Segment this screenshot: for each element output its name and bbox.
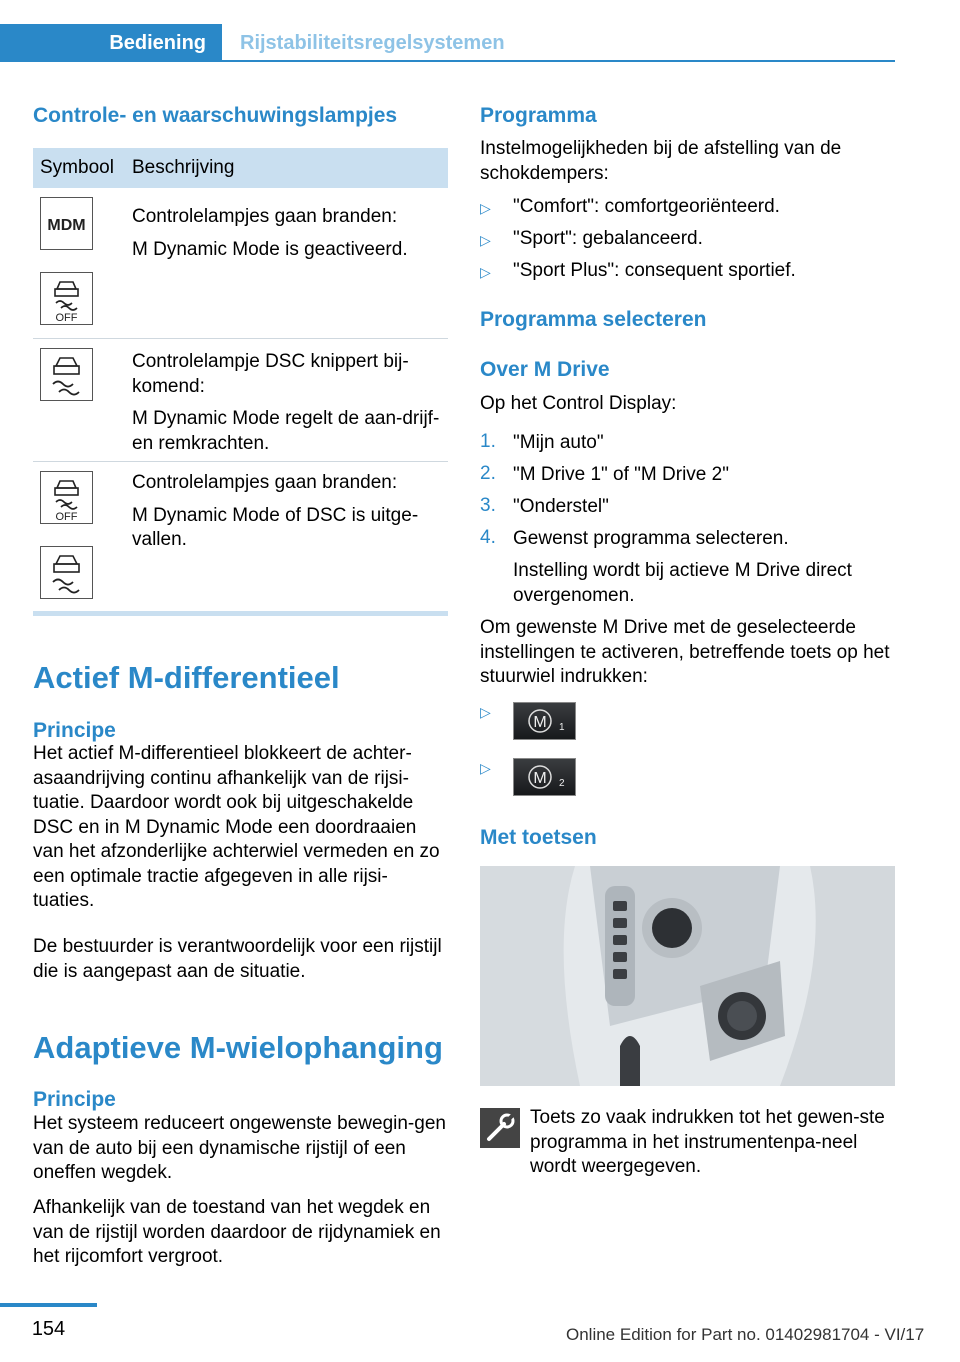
row-3-line-2: M Dynamic Mode of DSC is uitge-vallen. <box>132 504 419 550</box>
table-row-3-description <box>132 471 442 561</box>
row-3-line-1: Controlelampjes gaan branden: <box>132 472 398 493</box>
page-number: 154 <box>31 1318 66 1340</box>
paragraph-amd-1: Het actief M-differentieel blokkeert de achter-asaandrijving continu afhankelijk van de rijsi-tuatie. Daardoor wordt ook bij uitgeschakelde DSC en in M Dynamic Mode een doordraaien van het afzonderlijke achterwiel vermeden en zo een optimale tractie afgegeven in alle rijsi-tuaties. <box>33 743 440 911</box>
list-item-sport-plus: "Sport Plus": consequent sportief. <box>513 260 796 281</box>
heading-adaptieve-m-wielophanging: Adaptieve M-wielophanging <box>33 1030 443 1065</box>
m-drive-1-label: M <box>533 714 547 731</box>
paragraph-amd-2: De bestuurder is verantwoordelijk voor een rijstijl die is aangepast aan de situatie. <box>33 936 442 982</box>
row-separator <box>33 338 448 339</box>
activate-instructions: Om gewenste M Drive met de geselecteerde instellingen te activeren, betreffende toets op het stuurwiel indrukken: <box>480 617 890 687</box>
table-header-symbol: Symbool <box>40 157 114 178</box>
step-3: "Onderstel" <box>513 496 609 517</box>
mdm-icon <box>40 197 93 250</box>
list-bullet: ▷ <box>480 704 491 720</box>
step-number: 1. <box>480 431 496 452</box>
table-header-description: Beschrijving <box>132 157 235 178</box>
list-bullet: ▷ <box>480 760 491 776</box>
heading-programma-selecteren: Programma selecteren <box>480 308 707 331</box>
header-divider <box>222 60 895 62</box>
list-bullet: ▷ <box>480 200 491 216</box>
step-1: "Mijn auto" <box>513 432 604 453</box>
row-1-line-2: M Dynamic Mode is geactiveerd. <box>132 238 408 260</box>
heading-over-m-drive: Over M Drive <box>480 358 610 381</box>
toetsen-text <box>530 1106 890 1180</box>
step-number: 3. <box>480 495 496 516</box>
list-item-comfort: "Comfort": comfortgeoriënteerd. <box>513 196 780 217</box>
table-bottom-border <box>33 611 448 616</box>
list-bullet: ▷ <box>480 264 491 280</box>
m-drive-1-button <box>513 702 576 740</box>
step-number: 2. <box>480 463 496 484</box>
subheading-principe: Principe <box>33 1088 116 1111</box>
row-2-line-1: Controlelampje DSC knippert bij-komend: <box>132 351 409 397</box>
list-item-sport: "Sport": gebalanceerd. <box>513 228 703 249</box>
step-number: 4. <box>480 527 496 548</box>
m-drive-2-sub: 2 <box>559 778 565 789</box>
heading-actief-m-differentieel: Actief M-differentieel <box>33 660 340 695</box>
paragraph-ams-1: Het systeem reduceert ongewenste bewegin-gen van de auto bij een dynamische rijstijl of een oneffen wegdek. <box>33 1113 446 1183</box>
step-2: "M Drive 1" of "M Drive 2" <box>513 464 729 485</box>
mdm-icon-label: MDM <box>47 217 86 234</box>
table-row-2-description <box>132 350 442 464</box>
dsc-icon <box>40 348 93 401</box>
heading-programma: Programma <box>480 104 597 127</box>
list-bullet: ▷ <box>480 232 491 248</box>
dsc-off-label: OFF <box>55 312 78 324</box>
row-separator <box>33 461 448 462</box>
control-display-intro: Op het Control Display: <box>480 393 677 414</box>
edition-info: Online Edition for Part no. 01402981704 - VI/17 <box>566 1325 925 1344</box>
dsc-off-label: OFF <box>55 511 78 523</box>
m-drive-2-button <box>513 758 576 796</box>
programma-intro: Instelmogelijkheden bij de afstelling van de schokdempers: <box>480 138 842 184</box>
tab-rijstabiliteitsregelsystemen[interactable]: Rijstabiliteitsregelsystemen <box>240 31 505 54</box>
step-4: Gewenst programma selecteren. <box>513 528 789 549</box>
wrench-icon <box>480 1108 520 1148</box>
center-console-photo <box>480 866 895 1086</box>
step-4-note: Instelling wordt bij actieve M Drive direct overgenomen. <box>513 560 852 606</box>
dsc-off-icon <box>40 272 93 325</box>
dsc-icon <box>40 546 93 599</box>
table-row-1-description <box>132 205 442 270</box>
dsc-off-icon <box>40 471 93 524</box>
tab-bediening[interactable]: Bediening <box>0 24 222 62</box>
subheading-principe: Principe <box>33 719 116 742</box>
table-header <box>33 148 448 188</box>
row-2-line-2: M Dynamic Mode regelt de aan-drijf- en remkrachten. <box>132 408 440 454</box>
paragraph-ams-2: Afhankelijk van de toestand van het wegdek en van de rijstijl worden daardoor de rijdynamiek en het rijcomfort vergroot. <box>33 1197 441 1267</box>
toetsen-text-content: Toets zo vaak indrukken tot het gewen-ste programma in het instrumentenpa-neel wordt weergegeven. <box>530 1107 885 1177</box>
footer-line <box>0 1303 97 1307</box>
section-title-lamps: Controle- en waarschuwingslampjes <box>33 104 398 127</box>
row-1-line-1: Controlelampjes gaan branden: <box>132 206 398 227</box>
m-drive-1-sub: 1 <box>559 722 565 733</box>
page-header <box>0 24 895 62</box>
heading-met-toetsen: Met toetsen <box>480 826 597 849</box>
m-drive-2-label: M <box>533 770 547 787</box>
